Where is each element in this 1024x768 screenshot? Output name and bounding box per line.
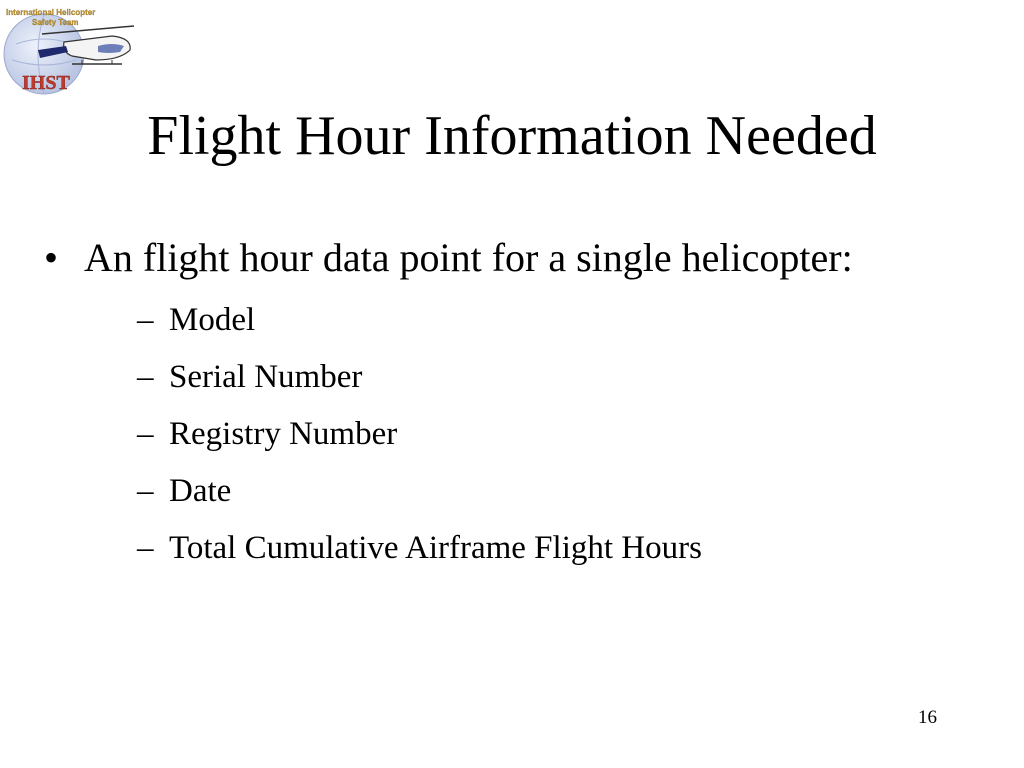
dash-marker: – <box>137 359 154 395</box>
dash-marker: – <box>137 473 154 509</box>
main-bullet-text: An flight hour data point for a single helicopter: <box>84 235 853 280</box>
main-bullet <box>44 230 1004 577</box>
dash-marker: – <box>137 530 154 566</box>
sub-bullet-total-hours <box>84 520 1004 577</box>
logo-sub-text: Safety Team <box>32 18 79 27</box>
sub-bullet-date <box>84 463 1004 520</box>
logo-top-text: International Helicopter <box>6 8 96 17</box>
sub-bullet-registry-number <box>84 406 1004 463</box>
dash-marker: – <box>137 416 154 452</box>
sub-bullet-model <box>84 292 1004 349</box>
page-number: 16 <box>918 707 937 728</box>
sub-bullet-text: Registry Number <box>169 416 398 452</box>
slide-title: Flight Hour Information Needed <box>147 105 877 167</box>
ihst-logo <box>2 4 138 98</box>
sub-bullet-text: Model <box>169 302 256 338</box>
logo-acronym: IHST <box>22 72 70 94</box>
sub-bullet-text: Total Cumulative Airframe Flight Hours <box>169 530 702 566</box>
bullet-marker: • <box>44 235 59 280</box>
sub-bullet-serial-number <box>84 349 1004 406</box>
bullet-list <box>44 230 1004 577</box>
sub-bullet-text: Serial Number <box>169 359 363 395</box>
sub-bullet-list <box>84 292 1004 577</box>
dash-marker: – <box>137 302 154 338</box>
sub-bullet-text: Date <box>169 473 232 509</box>
